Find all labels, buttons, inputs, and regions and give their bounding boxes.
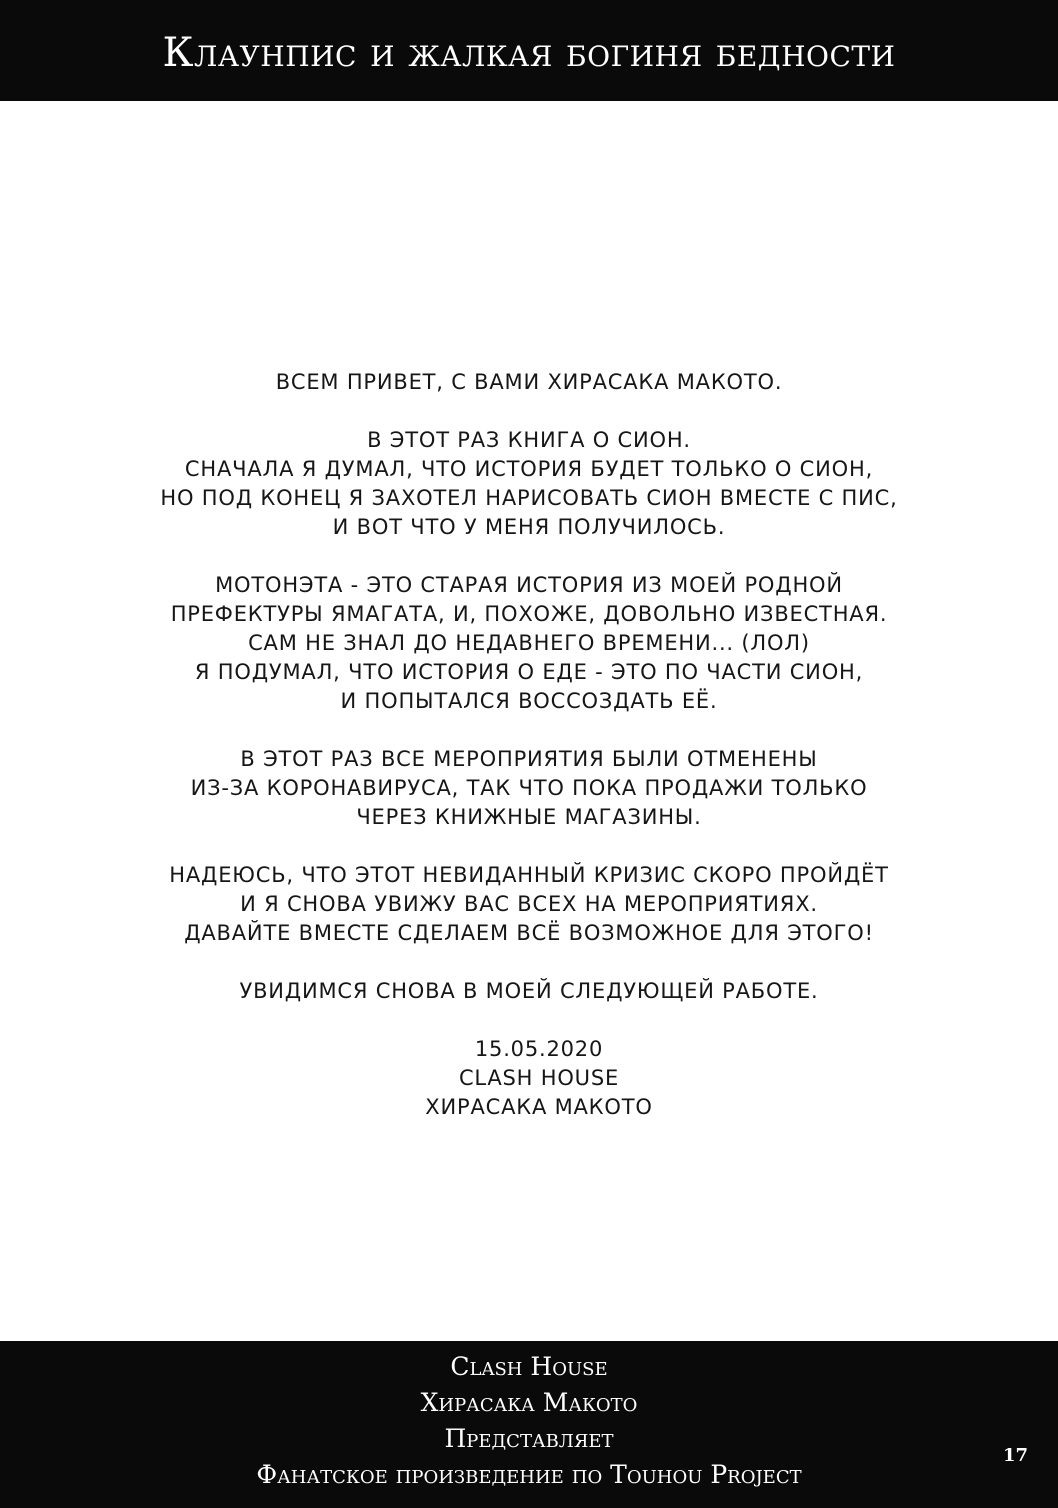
text-line: И ПОПЫТАЛСЯ ВОССОЗДАТЬ ЕЁ. <box>340 689 718 713</box>
text-line: НО ПОД КОНЕЦ Я ЗАХОТЕЛ НАРИСОВАТЬ СИОН ВМЕСТЕ С ПИС, <box>160 486 898 510</box>
afterword-paragraph <box>0 426 1058 542</box>
text-line: В ЭТОТ РАЗ ВСЕ МЕРОПРИЯТИЯ БЫЛИ ОТМЕНЕНЫ <box>240 747 818 771</box>
afterword-paragraph <box>0 977 1058 1006</box>
signature-date: 15.05.2020 <box>474 1037 604 1061</box>
credit-line: Clash House <box>450 1352 608 1381</box>
signature-author: ХИРАСАКА МАКОТО <box>425 1095 653 1119</box>
text-line: ВСЕМ ПРИВЕТ, С ВАМИ ХИРАСАКА МАКОТО. <box>275 370 783 394</box>
text-line: УВИДИМСЯ СНОВА В МОЕЙ СЛЕДУЮЩЕЙ РАБОТЕ. <box>239 979 819 1003</box>
signature-circle: CLASH HOUSE <box>458 1066 620 1090</box>
page-title: Клаунпис и жалкая богиня бедности <box>162 30 896 76</box>
text-line: ДАВАЙТЕ ВМЕСТЕ СДЕЛАЕМ ВСЁ ВОЗМОЖНОЕ ДЛЯ ЭТОГО! <box>184 921 874 945</box>
text-line: В ЭТОТ РАЗ КНИГА О СИОН. <box>367 428 691 452</box>
text-line: ПРЕФЕКТУРЫ ЯМАГАТА, И, ПОХОЖЕ, ДОВОЛЬНО ИЗВЕСТНАЯ. <box>170 602 888 626</box>
signature <box>0 1035 1058 1122</box>
text-line: ЧЕРЕЗ КНИЖНЫЕ МАГАЗИНЫ. <box>356 805 702 829</box>
credit-line: Представляет <box>444 1424 614 1453</box>
text-line: СНАЧАЛА Я ДУМАЛ, ЧТО ИСТОРИЯ БУДЕТ ТОЛЬКО О СИОН, <box>184 457 874 481</box>
afterword-paragraph <box>0 861 1058 948</box>
credits <box>0 1349 1058 1493</box>
credit-line: Фанатское произведение по Touhou Project <box>256 1460 802 1489</box>
text-line: МОТОНЭТА - ЭТО СТАРАЯ ИСТОРИЯ ИЗ МОЕЙ РОДНОЙ <box>215 573 843 597</box>
text-line: НАДЕЮСЬ, ЧТО ЭТОТ НЕВИДАННЫЙ КРИЗИС СКОРО ПРОЙДЁТ <box>169 863 889 887</box>
text-line: Я ПОДУМАЛ, ЧТО ИСТОРИЯ О ЕДЕ - ЭТО ПО ЧАСТИ СИОН, <box>194 660 864 684</box>
page-number: 17 <box>1002 1445 1028 1466</box>
text-line: И ВОТ ЧТО У МЕНЯ ПОЛУЧИЛОСЬ. <box>332 515 726 539</box>
text-line: ИЗ-ЗА КОРОНАВИРУСА, ТАК ЧТО ПОКА ПРОДАЖИ ТОЛЬКО <box>190 776 868 800</box>
credit-line: Хирасака Макото <box>420 1388 638 1417</box>
text-line: САМ НЕ ЗНАЛ ДО НЕДАВНЕГО ВРЕМЕНИ... (ЛОЛ) <box>248 631 810 655</box>
afterword-paragraph <box>0 368 1058 397</box>
text-line: И Я СНОВА УВИЖУ ВАС ВСЕХ НА МЕРОПРИЯТИЯХ. <box>240 892 818 916</box>
afterword-paragraph <box>0 745 1058 832</box>
afterword-text <box>0 368 1058 1122</box>
afterword-paragraph <box>0 571 1058 716</box>
